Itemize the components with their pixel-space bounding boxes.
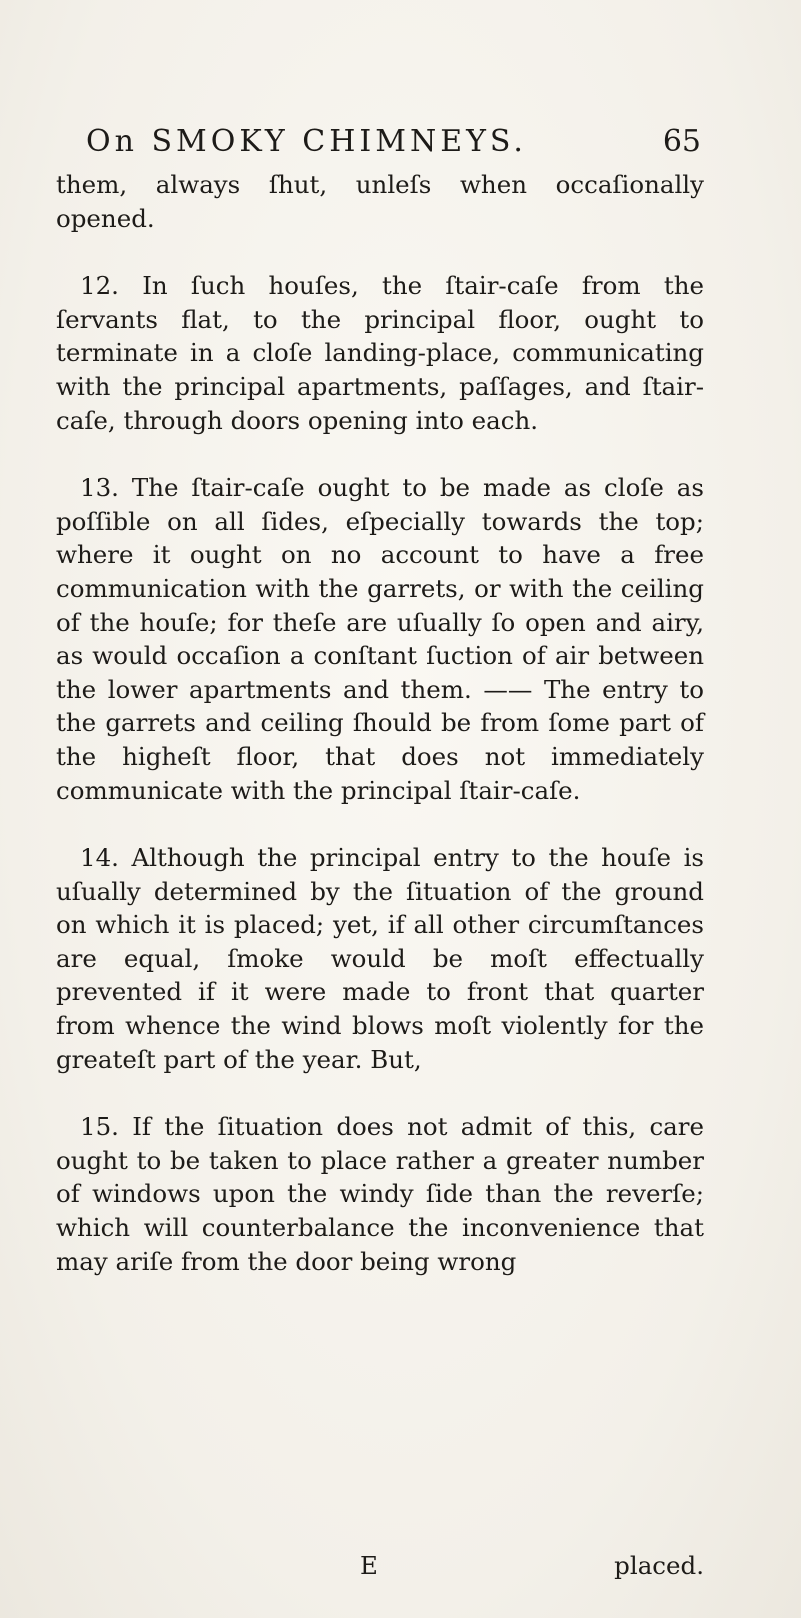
- running-title: On SMOKY CHIMNEYS.: [86, 124, 527, 159]
- paragraph-13: 13. The ſtair-caſe ought to be made as cloſe as poſſible on all ſides, eſpecially towards the top; where it ought on no account to have a free communication with the garrets, or with the ceiling of the houſe; for theſe are uſually ſo open and airy, as would occaſion a conſtant ſuction of air between the lower apartments and them. —— The entry to the garrets and ceiling ſhould be from ſome part of the higheſt floor, that does not immediately communicate with the principal ſtair-caſe.: [56, 473, 704, 805]
- page-number: 65: [662, 124, 701, 159]
- body-text: [56, 168, 704, 1312]
- catchword: placed.: [614, 1551, 704, 1580]
- paragraph-continuation: them, always ſhut, unleſs when occaſionally opened.: [56, 170, 704, 233]
- signature-mark: E: [360, 1551, 378, 1580]
- paragraph-12: 12. In ſuch houſes, the ſtair-caſe from the ſervants flat, to the principal floor, ought to terminate in a cloſe landing-place, communicating with the principal apartments, paſſages, and ſtair-caſe, through doors opening into each.: [56, 271, 704, 435]
- paragraph-14: 14. Although the principal entry to the houſe is uſually determined by the ſituation of the ground on which it is placed; yet, if all other circumſtances are equal, ſmoke would be moſt effectually prevented if it were made to front that quarter from whence the wind blows moſt violently for the greateſt part of the year. But,: [56, 843, 704, 1074]
- running-header: [86, 122, 701, 162]
- paragraph-15: 15. If the ſituation does not admit of this, care ought to be taken to place rather a greater number of windows upon the windy ſide than the reverſe; which will counterbalance the inconvenience that may ariſe from the door being wrong: [56, 1112, 704, 1276]
- page-footer: [56, 1549, 704, 1583]
